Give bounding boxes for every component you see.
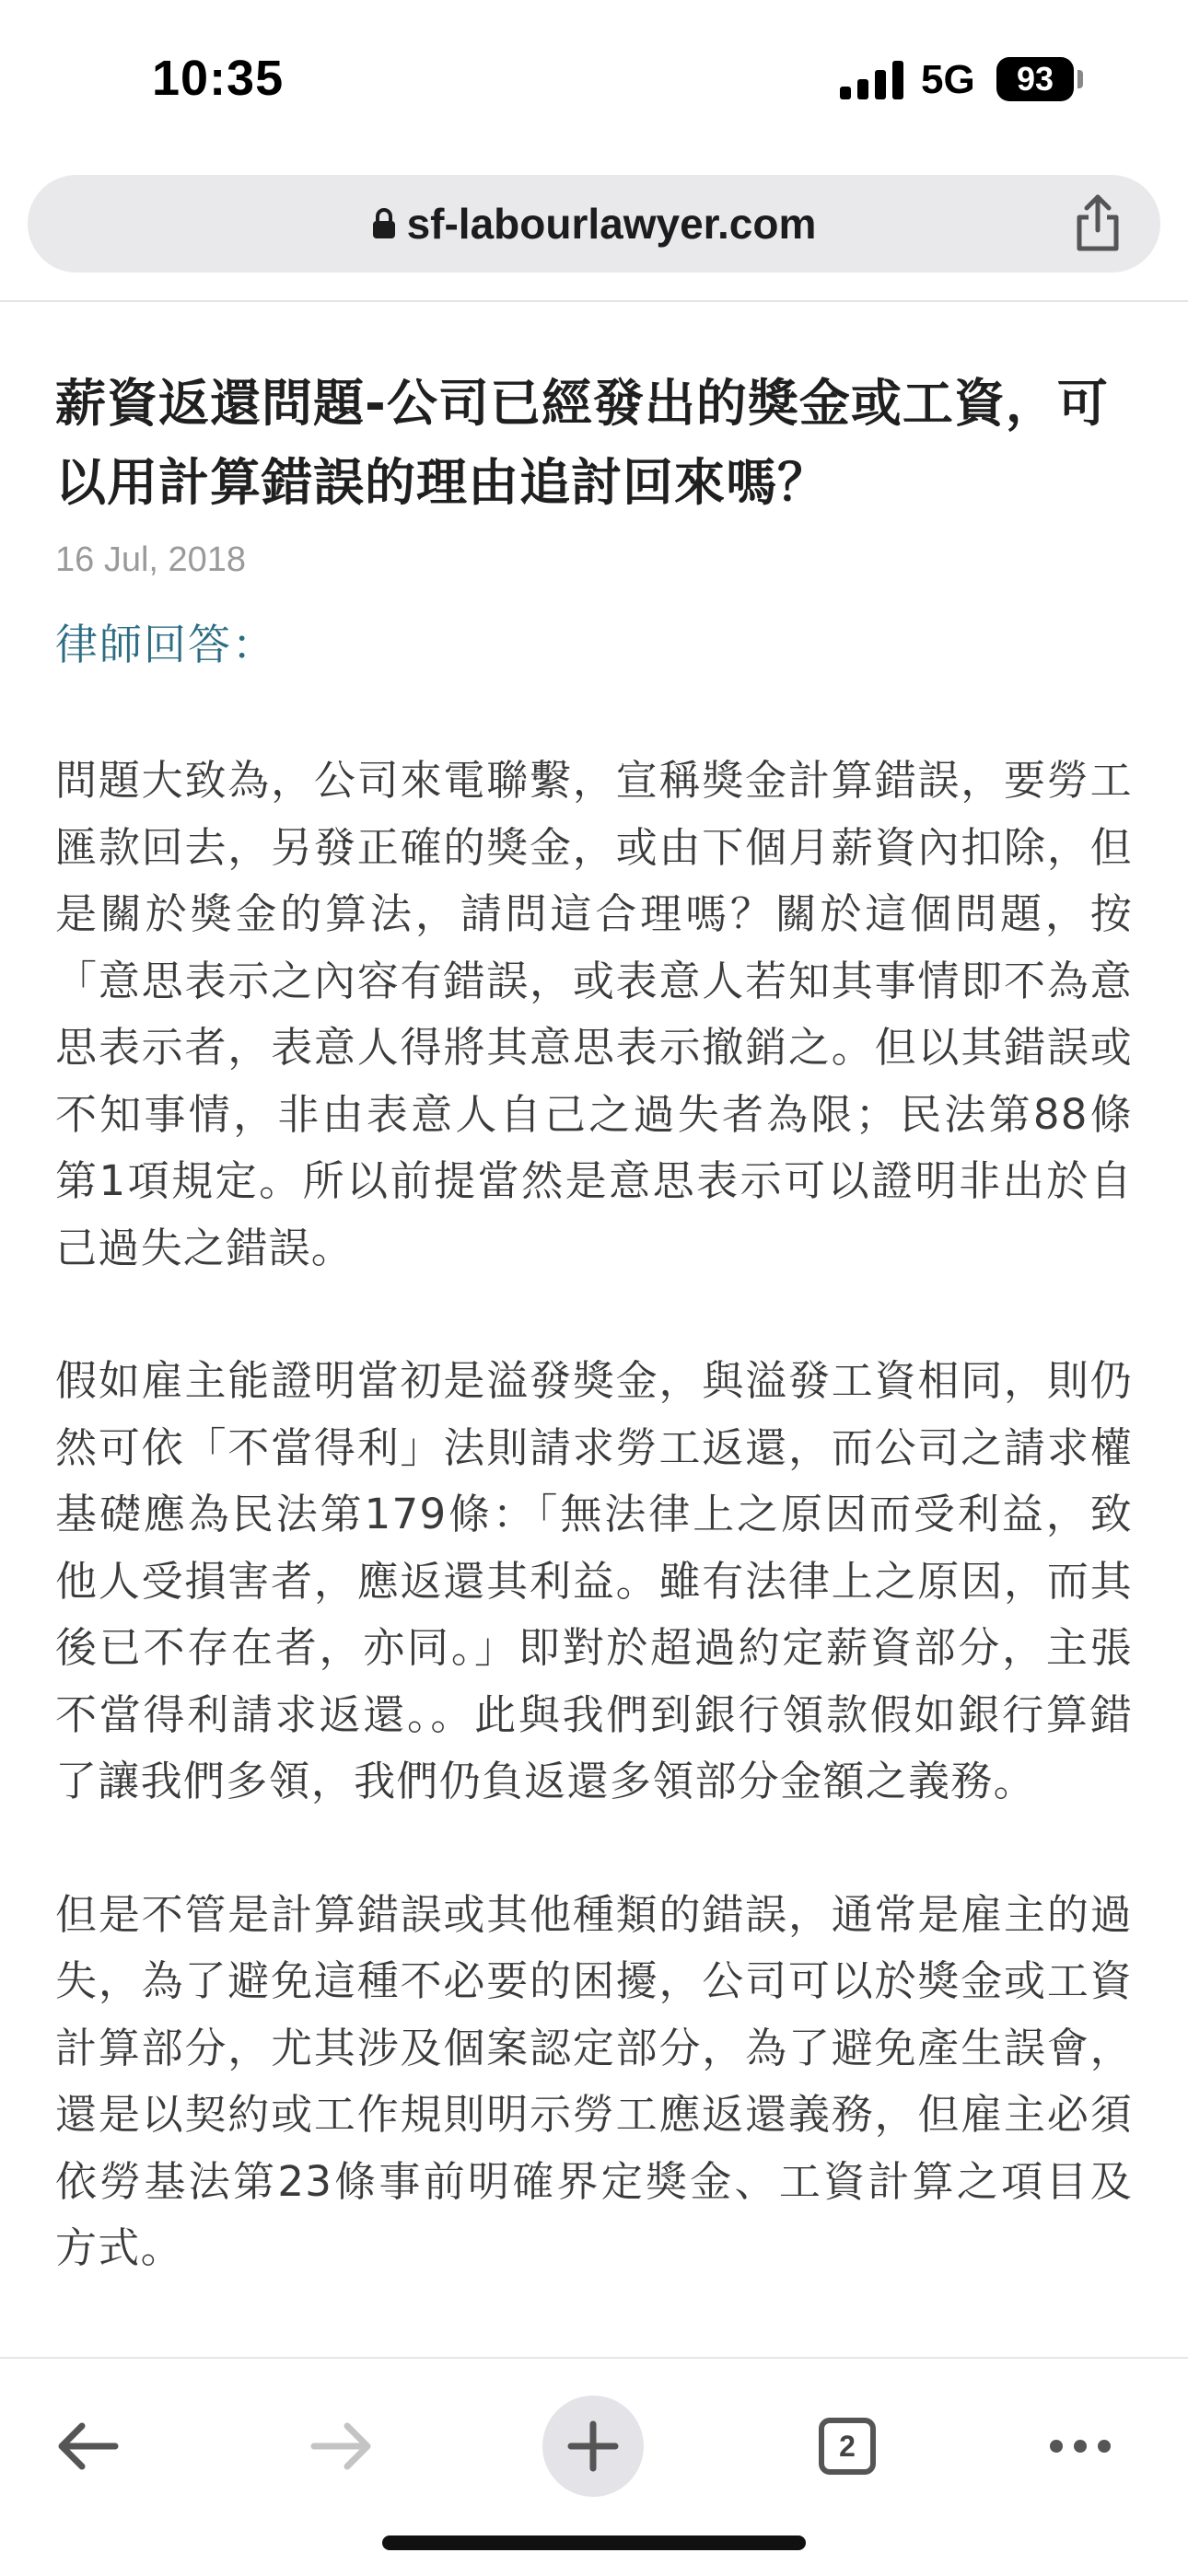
article-paragraph: 但是不管是計算錯誤或其他種類的錯誤，通常是雇主的過失，為了避免這種不必要的困擾，公司可以於獎金或工資計算部分，尤其涉及個案認定部分，為了避免產生誤會，還是以契約或工作規則明示勞工應返還義務，但雇主必須依勞基法第23條事前明確界定獎金、工資計算之項目及方式。	[55, 1889, 1133, 2272]
article-paragraph: 問題大致為，公司來電聯繫，宣稱獎金計算錯誤，要勞工匯款回去，另發正確的獎金，或由下個月薪資內扣除，但是關於獎金的算法，請問這合理嗎？關於這個問題，按「意思表示之內容有錯誤，或表意人若知其事情即不為意思表示者，表意人得將其意思表示撤銷之。但以其錯誤或不知事情，非由表意人自己之過失者為限；民法第88條第1項規定。所以前提當然是意思表示可以證明非出於自己過失之錯誤。	[55, 756, 1133, 1272]
more-button[interactable]	[1030, 2396, 1131, 2497]
article	[55, 364, 1133, 2282]
address-bar[interactable]	[28, 175, 1160, 273]
answer-heading: 律師回答：	[55, 620, 276, 669]
article-date: 16 Jul, 2018	[55, 540, 247, 579]
forward-button[interactable]	[291, 2396, 392, 2497]
tabs-icon: 2	[819, 2418, 876, 2475]
battery-indicator: 93	[996, 57, 1074, 101]
url-text: sf-labourlawyer.com	[406, 200, 817, 248]
status-bar	[0, 0, 1188, 157]
status-time: 10:35	[152, 51, 285, 106]
divider	[0, 300, 1188, 302]
new-tab-button[interactable]	[542, 2396, 644, 2497]
more-icon	[1047, 2437, 1113, 2455]
article-paragraph: 假如雇主能證明當初是溢發獎金，與溢發工資相同，則仍然可依「不當得利」法則請求勞工返還，而公司之請求權基礎應為民法第179條：「無法律上之原因而受利益，致他人受損害者，應返還其利益。雖有法律上之原因，而其後已不存在者，亦同。」即對於超過約定薪資部分，主張不當得利請求返還。。此與我們到銀行領款假如銀行算錯了讓我們多領，我們仍負返還多領部分金額之義務。	[55, 1356, 1133, 1805]
back-button[interactable]	[37, 2396, 138, 2497]
battery-cap	[1077, 70, 1083, 88]
plus-icon	[565, 2419, 621, 2474]
home-indicator[interactable]	[382, 2535, 806, 2550]
article-title: 薪資返還問題-公司已經發出的獎金或工資，可以用計算錯誤的理由追討回來嗎？	[55, 374, 1109, 512]
cellular-signal-icon	[840, 61, 904, 99]
lock-icon	[372, 208, 396, 239]
network-type: 5G	[921, 57, 975, 102]
forward-arrow-icon	[309, 2419, 375, 2474]
tabs-button[interactable]	[797, 2396, 898, 2497]
share-icon[interactable]	[1072, 193, 1124, 252]
back-arrow-icon	[54, 2419, 121, 2474]
